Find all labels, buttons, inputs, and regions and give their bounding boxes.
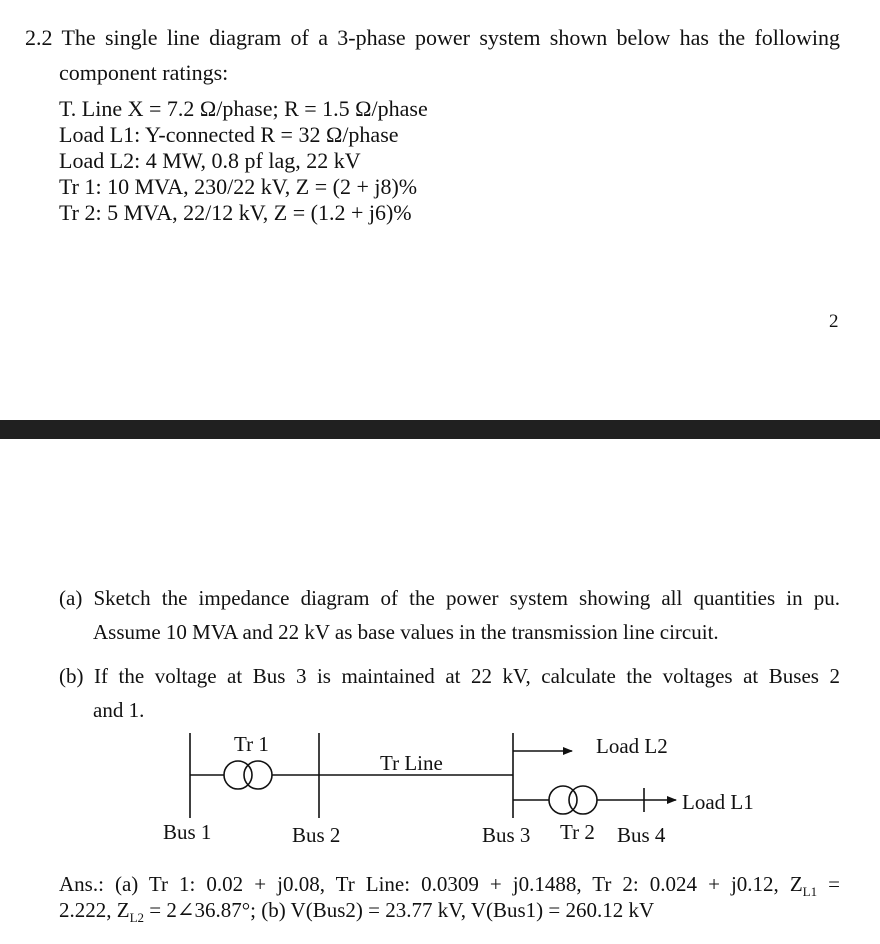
question-b-line2: and 1. [93,698,145,722]
answer-line2 [59,900,654,924]
problem-number: 2.2 [25,25,53,50]
rating-tr1: Tr 1: 10 MVA, 230/22 kV, Z = (2 + j8)% [59,174,418,199]
label-tr1: Tr 1 [234,732,269,756]
label-load-l2: Load L2 [596,734,668,758]
label-bus1: Bus 1 [163,820,212,844]
answer-line1-text: Ans.: (a) Tr 1: 0.02 + j0.08, Tr Line: 0.0309 + j0.1488, Tr 2: 0.024 + j0.12, Z [59,872,803,896]
label-bus2: Bus 2 [292,823,341,847]
tr2-winding-2 [569,786,597,814]
problem-intro-line1 [25,27,840,49]
label-bus3: Bus 3 [482,823,531,847]
rating-tline: T. Line X = 7.2 Ω/phase; R = 1.5 Ω/phase [59,96,428,121]
problem-intro-line2: component ratings: [59,60,229,85]
label-bus4: Bus 4 [617,823,666,847]
question-a-line2: Assume 10 MVA and 22 kV as base values in the transmission line circuit. [93,620,719,644]
question-b-line1: (b) If the voltage at Bus 3 is maintained at 22 kV, calculate the voltages at Buses 2 [59,664,840,688]
label-tr-line: Tr Line [380,751,443,775]
answer-line2-rest: = 2∠36.87°; (b) V(Bus2) = 23.77 kV, V(Bus1) = 260.12 kV [144,898,655,922]
question-a-line1: (a) Sketch the impedance diagram of the power system showing all quantities in pu. [59,586,840,610]
label-tr2: Tr 2 [560,820,595,844]
rating-load-l2: Load L2: 4 MW, 0.8 pf lag, 22 kV [59,148,361,173]
answer-zl1-subscript: L1 [802,884,818,900]
answer-line1-eq: = [817,872,841,896]
tr1-winding-2 [244,761,272,789]
label-load-l1: Load L1 [682,790,754,814]
answer-line1 [59,874,840,898]
answer-zl2-subscript: L2 [129,910,145,926]
rating-load-l1: Load L1: Y-connected R = 32 Ω/phase [59,122,399,147]
page-number: 2 [829,311,839,332]
answer-line2-start: 2.222, Z [59,898,130,922]
problem-intro-text: The single line diagram of a 3-phase power system shown below has the following [61,25,841,50]
page-divider [0,420,880,439]
rating-tr2: Tr 2: 5 MVA, 22/12 kV, Z = (1.2 + j6)% [59,200,412,225]
single-line-diagram [0,720,880,850]
